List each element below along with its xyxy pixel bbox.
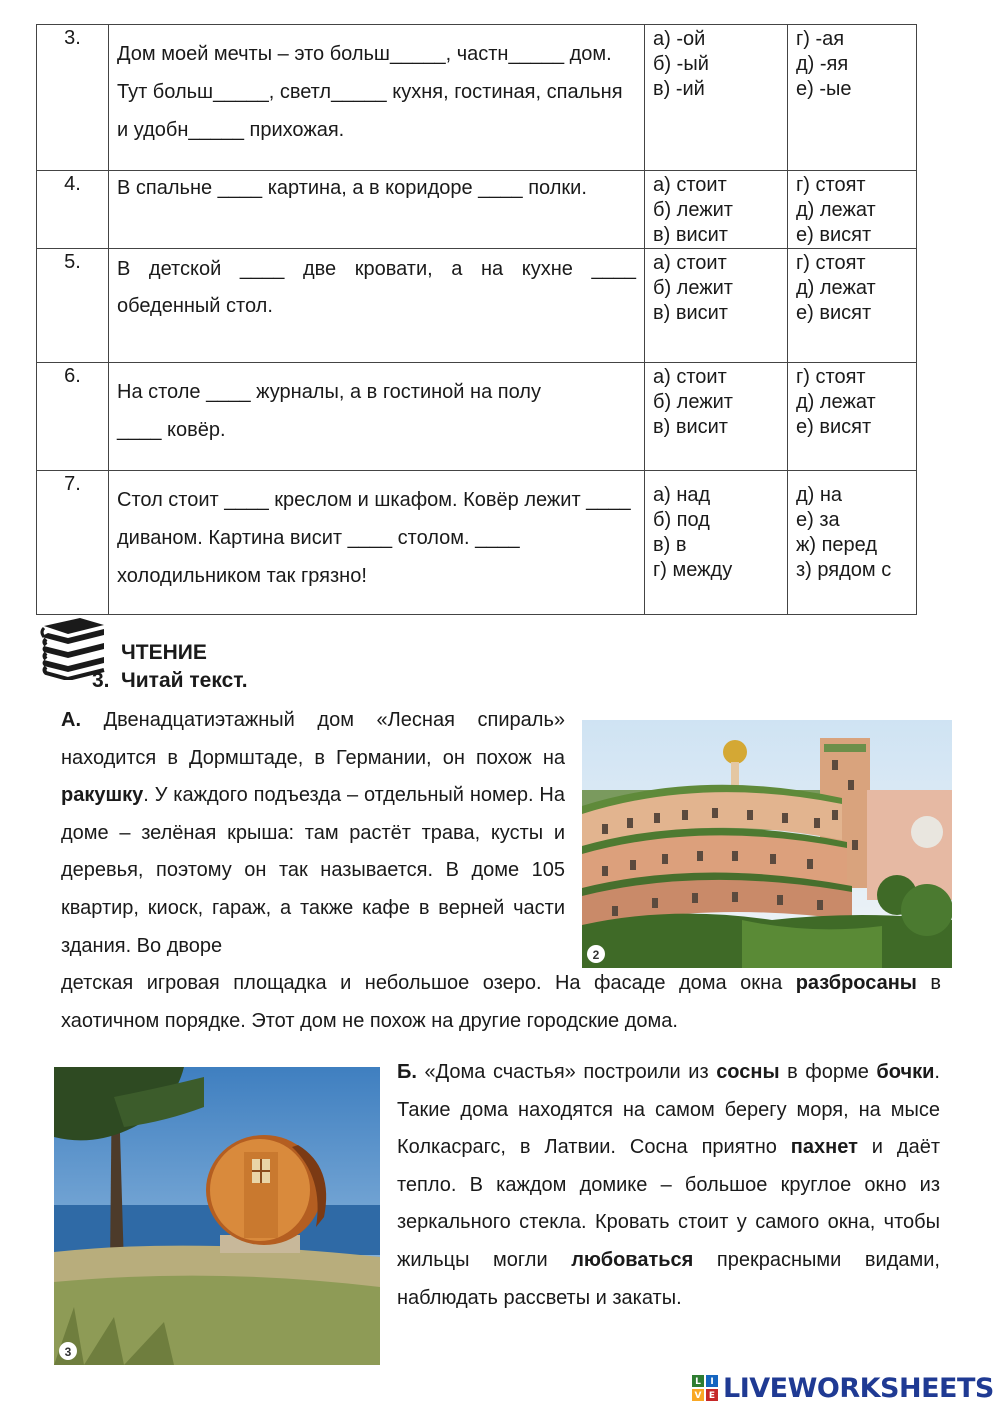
exercise-row-6 bbox=[37, 363, 917, 471]
exercise-sentence-cell bbox=[109, 25, 645, 171]
exercise-number: 3. bbox=[37, 25, 109, 171]
text-a-paragraph bbox=[61, 702, 565, 965]
option: б) -ый bbox=[653, 53, 709, 75]
brand-name: LIVEWORKSHEETS bbox=[723, 1372, 994, 1404]
task-title: Читай текст. bbox=[121, 669, 248, 692]
option: в) висит bbox=[653, 224, 728, 246]
text-a-part2: . У каждого подъезда – отдельный номер. На доме – зелёная крыша: там растёт трава, кусты и деревья, поэтому он так называется. В доме 105 квартир, киоск, гараж, а также кафе в верней части здания. Во дворе bbox=[61, 784, 565, 957]
forest-spiral-house-photo bbox=[582, 720, 952, 968]
options-left bbox=[645, 25, 788, 171]
option: д) лежат bbox=[796, 199, 876, 221]
svg-text:E: E bbox=[708, 1391, 716, 1401]
liveworksheets-logo-icon bbox=[692, 1373, 720, 1403]
option: з) рядом с bbox=[796, 559, 892, 581]
exercise-table bbox=[36, 24, 917, 615]
option: б) лежит bbox=[653, 277, 733, 299]
text-b-bold3: пахнет bbox=[790, 1136, 858, 1159]
option: г) стоят bbox=[796, 366, 866, 388]
text-b-paragraph bbox=[397, 1054, 940, 1317]
svg-text:V: V bbox=[694, 1391, 702, 1401]
text-b-part5: прекрасными видами, наблюдать рассветы и закаты. bbox=[397, 1248, 940, 1309]
text-a-bold1: ракушку bbox=[61, 784, 144, 807]
text-b-part3: . Такие дома находятся на самом берегу моря, на мысе Колкасрагс, в Латвии. Сосна приятно bbox=[397, 1061, 940, 1159]
option: г) между bbox=[653, 559, 733, 581]
exercise-number: 4. bbox=[37, 171, 109, 249]
option: е) висят bbox=[796, 416, 872, 438]
exercise-sentence-cell bbox=[109, 363, 645, 471]
text-b-label: Б. bbox=[397, 1061, 417, 1083]
exercise-number: 7. bbox=[37, 471, 109, 615]
text-a-bold2: разбросаны bbox=[795, 972, 917, 994]
task-heading bbox=[92, 669, 248, 693]
exercise-row-3 bbox=[37, 25, 917, 171]
option: а) стоит bbox=[653, 174, 727, 196]
barrel-house-photo bbox=[54, 1067, 380, 1365]
exercise-sentence-cell bbox=[109, 171, 645, 249]
text-b-bold2: бочки bbox=[876, 1061, 935, 1083]
option: б) лежит bbox=[653, 199, 733, 221]
option: ж) перед bbox=[796, 534, 878, 556]
exercise-row-7 bbox=[37, 471, 917, 615]
text-a-part4: в хаотичном порядке. Этот дом не похож на другие городские дома. bbox=[61, 972, 941, 1032]
text-a-continuation bbox=[61, 965, 941, 1040]
exercise-sentence: На столе ____ журналы, а в гостиной на полу ____ ковёр. bbox=[117, 381, 541, 441]
liveworksheets-logo[interactable] bbox=[692, 1370, 994, 1406]
option: в) в bbox=[653, 534, 687, 556]
option: а) -ой bbox=[653, 28, 706, 50]
options-left bbox=[645, 363, 788, 471]
option: г) стоят bbox=[796, 252, 866, 274]
text-a-label: А. bbox=[61, 709, 81, 731]
text-b-bold4: любоваться bbox=[571, 1248, 694, 1271]
option: д) на bbox=[796, 484, 843, 506]
option: е) висят bbox=[796, 224, 872, 246]
text-a-part3: детская игровая площадка и небольшое озеро. На фасаде дома окна bbox=[61, 972, 796, 994]
options-right bbox=[788, 171, 917, 249]
text-b-part2: в форме bbox=[779, 1061, 877, 1083]
svg-text:L: L bbox=[695, 1377, 701, 1387]
option: а) стоит bbox=[653, 252, 727, 274]
exercise-row-4 bbox=[37, 171, 917, 249]
exercise-number: 6. bbox=[37, 363, 109, 471]
task-number: 3. bbox=[92, 669, 110, 692]
option: е) висят bbox=[796, 302, 872, 324]
option: а) стоит bbox=[653, 366, 727, 388]
options-right bbox=[788, 363, 917, 471]
exercise-sentence: В детской ____ две кровати, а на кухне ____ обеденный стол. bbox=[117, 258, 636, 317]
option: г) стоят bbox=[796, 174, 866, 196]
text-a-part1: Двенадцатиэтажный дом «Лесная спираль» находится в Дормштаде, в Германии, он похож на bbox=[61, 709, 565, 769]
exercise-sentence-cell bbox=[109, 471, 645, 615]
option: в) висит bbox=[653, 302, 728, 324]
options-left bbox=[645, 249, 788, 363]
option: в) -ий bbox=[653, 78, 705, 100]
svg-text:I: I bbox=[710, 1377, 714, 1387]
section-title: ЧТЕНИЕ bbox=[121, 641, 207, 664]
photo-number: 2 bbox=[592, 948, 600, 962]
text-b-bold1: сосны bbox=[716, 1061, 780, 1083]
exercise-sentence: Дом моей мечты – это больш_____, частн_____ дом. Тут больш_____, светл_____ кухня, гостиная, спальня и удобн_____ прихожая. bbox=[117, 43, 623, 141]
option: б) под bbox=[653, 509, 710, 531]
option: б) лежит bbox=[653, 391, 733, 413]
text-b-part4: и даёт тепло. В каждом домике – большое круглое окно из зеркального стекла. Кровать стоит у самого окна, чтобы жильцы могли bbox=[397, 1136, 940, 1271]
options-left bbox=[645, 471, 788, 615]
exercise-sentence: Стол стоит ____ креслом и шкафом. Ковёр лежит ____ диваном. Картина висит ____ столом. ____ холодильником так грязно! bbox=[117, 489, 631, 587]
exercise-number: 5. bbox=[37, 249, 109, 363]
option: г) -ая bbox=[796, 28, 845, 50]
option: е) -ые bbox=[796, 78, 852, 100]
option: в) висит bbox=[653, 416, 728, 438]
options-right bbox=[788, 471, 917, 615]
options-right bbox=[788, 25, 917, 171]
exercise-sentence: В спальне ____ картина, а в коридоре ____ полки. bbox=[117, 177, 587, 199]
text-b-part1: «Дома счастья» построили из bbox=[416, 1061, 717, 1083]
options-right bbox=[788, 249, 917, 363]
exercise-sentence-cell bbox=[109, 249, 645, 363]
option: д) лежат bbox=[796, 277, 876, 299]
option: д) -яя bbox=[796, 53, 849, 75]
options-left bbox=[645, 171, 788, 249]
photo-number: 3 bbox=[64, 1345, 72, 1359]
option: д) лежат bbox=[796, 391, 876, 413]
option: а) над bbox=[653, 484, 711, 506]
option: е) за bbox=[796, 509, 840, 531]
exercise-row-5 bbox=[37, 249, 917, 363]
